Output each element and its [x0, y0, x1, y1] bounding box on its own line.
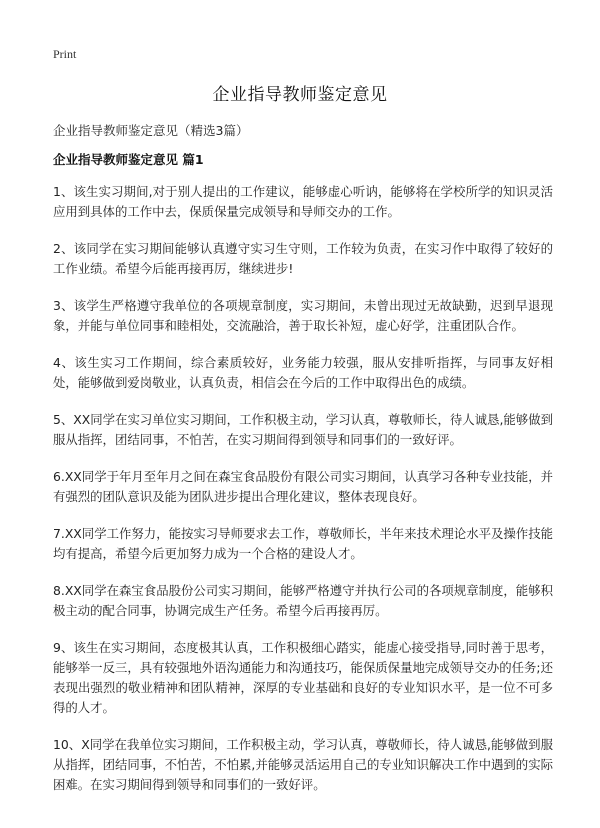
paragraph-7: 7.XX同学工作努力，能按实习导师要求去工作，尊敬师长，半年来技术理论水平及操作技能均有提高，希望今后更加努力成为一个合格的建设人才。 — [53, 526, 553, 561]
document-title: 企业指导教师鉴定意见 — [212, 85, 388, 105]
section-title: 企业指导教师鉴定意见 篇1 — [53, 152, 204, 167]
paragraph-8: 8.XX同学在森宝食品股份公司实习期间，能够严格遵守并执行公司的各项规章制度，能够积极主动的配合同事，协调完成生产任务。希望今后再接再厉。 — [53, 583, 553, 618]
paragraph-3: 3、该学生严格遵守我单位的各项规章制度，实习期间，未曾出现过无故缺勤，迟到早退现象，并能与单位同事和睦相处，交流融洽，善于取长补短，虚心好学，注重团队合作。 — [53, 298, 553, 333]
document-subtitle: 企业指导教师鉴定意见（精选3篇） — [53, 123, 249, 138]
paragraph-list — [53, 182, 553, 812]
paragraph-2: 2、该同学在实习期间能够认真遵守实习生守则，工作较为负责，在实习作中取得了较好的工作业绩。希望今后能再接再厉，继续进步! — [53, 241, 553, 276]
paragraph-1: 1、该生实习期间,对于别人提出的工作建议，能够虚心听讷，能够将在学校所学的知识灵活应用到具体的工作中去，保质保量完成领导和导师交办的工作。 — [53, 184, 553, 219]
paragraph-6: 6.XX同学于年月至年月之间在森宝食品股份有限公司实习期间，认真学习各种专业技能，并有强烈的团队意识及能为团队进步提出合理化建议，整体表现良好。 — [53, 469, 553, 504]
paragraph-10: 10、X同学在我单位实习期间，工作积极主动，学习认真，尊敬师长，待人诚恳,能够做到服从指挥，团结同事，不怕苦，不怕累,并能够灵活运用自己的专业知识解决工作中遇到的实际困难。在实习期间得到领导和同事们的一致好评。 — [53, 737, 553, 792]
paragraph-4: 4、该生实习工作期间，综合素质较好，业务能力较强，服从安排听指挥，与同事友好相处，能够做到爱岗敬业，认真负责，相信会在今后的工作中取得出色的成绩。 — [53, 355, 553, 390]
paragraph-9: 9、该生在实习期间，态度极其认真，工作积极细心踏实，能虚心接受指导,同时善于思考，能够举一反三，具有较强地外语沟通能力和沟通技巧，能保质保量地完成领导交办的任务;还表现出强烈的敬业精神和团队精神，深厚的专业基础和良好的专业知识水平，是一位不可多得的人才。 — [53, 640, 553, 715]
print-label: Print — [53, 47, 77, 61]
paragraph-5: 5、XX同学在实习单位实习期间，工作积极主动，学习认真，尊敬师长，待人诚恳,能够做到服从指挥，团结同事，不怕苦，在实习期间得到领导和同事们的一致好评。 — [53, 412, 553, 447]
